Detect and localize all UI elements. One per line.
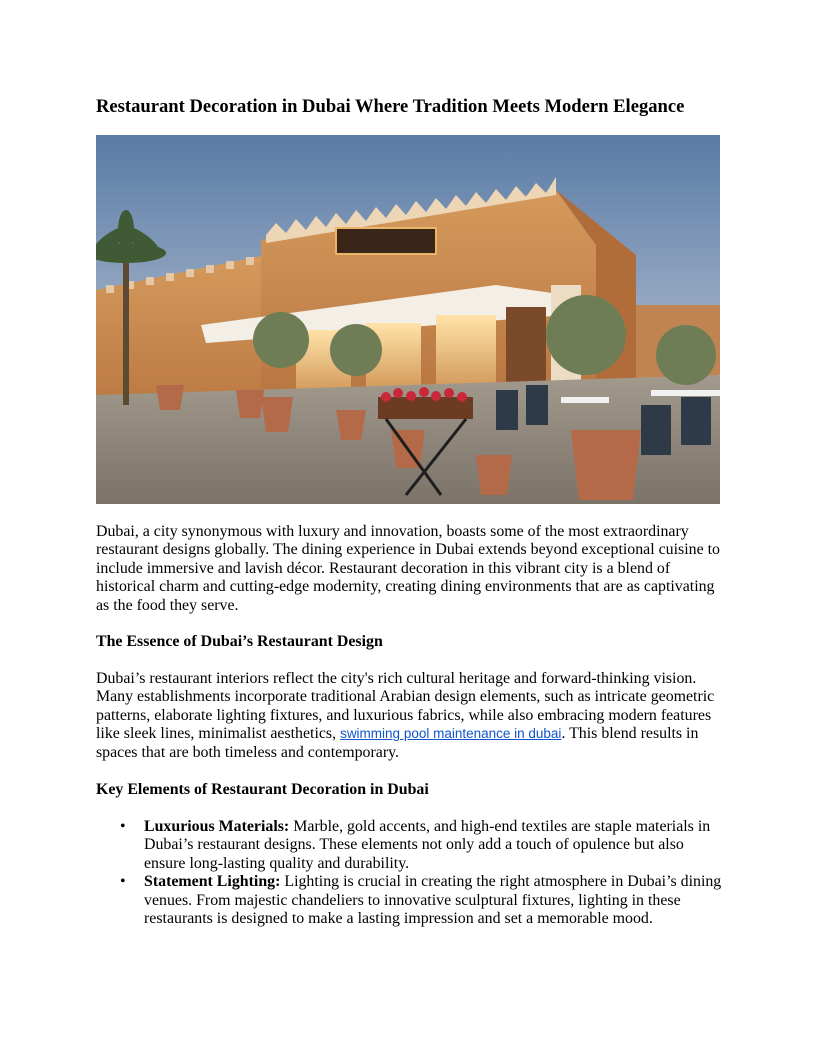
list-item — [96, 818, 724, 873]
page-title: Restaurant Decoration in Dubai Where Tradition Meets Modern Elegance — [96, 96, 685, 117]
list-item-term: Statement Lighting: — [144, 873, 281, 891]
list-item — [96, 873, 724, 928]
essence-paragraph — [96, 670, 724, 762]
list-item-text: Lighting is crucial in creating the right atmosphere in Dubai’s dining venues. From majestic chandeliers to innovative sculptural fixtures, lighting in these restaurants is designed to make a lasting impression and set a memorable mood. — [144, 873, 722, 928]
essence-text-after: . This blend results in spaces that are both timeless and contemporary. — [96, 725, 699, 761]
intro-paragraph: Dubai, a city synonymous with luxury and innovation, boasts some of the most extraordinary restaurant designs globally. The dining experience in Dubai extends beyond exceptional cuisine to include immersive and lavish décor. Restaurant decoration in this vibrant city is a blend of historical charm and cutting-edge modernity, creating dining environments that are as captivating as the food they serve. — [96, 523, 720, 614]
restaurant-exterior-photo — [96, 135, 720, 504]
key-elements-list — [96, 818, 724, 928]
essence-text-before: Dubai’s restaurant interiors reflect the city's rich cultural heritage and forward-thinking vision. Many establishments incorporate traditional Arabian design elements, such as intricate geometric patterns, elaborate lighting fixtures, and luxurious fabrics, while also embracing modern features like sleek lines, minimalist aesthetics, — [96, 670, 715, 743]
section-heading-key-elements: Key Elements of Restaurant Decoration in Dubai — [96, 781, 429, 798]
bullet-icon: • — [120, 818, 126, 835]
section-heading-essence: The Essence of Dubai’s Restaurant Design — [96, 633, 383, 650]
bullet-icon: • — [120, 873, 126, 891]
list-item-term: Luxurious Materials: — [144, 818, 290, 835]
list-item-text: Marble, gold accents, and high-end textiles are staple materials in Dubai’s restaurant designs. These elements not only add a touch of opulence but also ensure long-lasting quality and durability. — [144, 818, 711, 872]
pool-maintenance-link[interactable]: swimming pool maintenance in dubai — [340, 726, 562, 742]
